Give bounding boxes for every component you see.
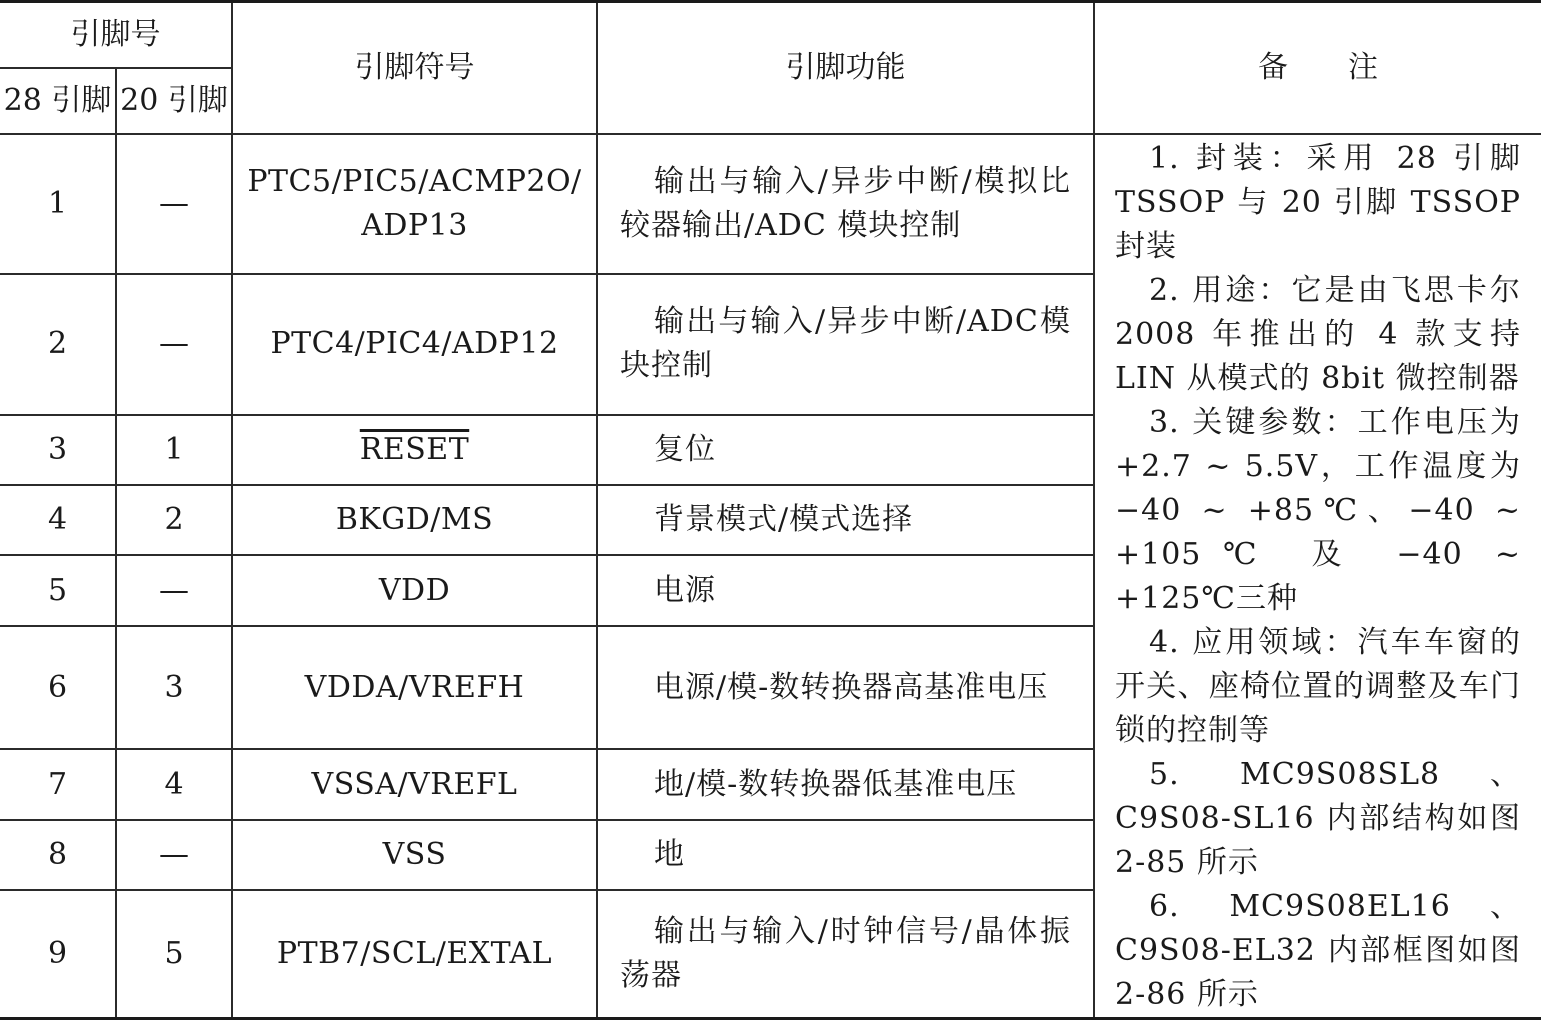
remark-item: 6. MC9S08EL16、C9S08-EL32 内部框图如图 2-86 所示 (1115, 888, 1521, 1012)
symbol-cell: VDD (232, 555, 597, 625)
pin-20-cell: — (116, 274, 232, 415)
pin-20-cell: — (116, 555, 232, 625)
pin-28-cell: 8 (0, 820, 116, 890)
symbol-cell: BKGD/MS (232, 485, 597, 555)
function-cell: 输出与输入/异步中断/模拟比较器输出/ADC 模块控制 (597, 134, 1094, 275)
function-cell: 地/模-数转换器低基准电压 (597, 749, 1094, 819)
function-cell: 输出与输入/时钟信号/晶体振荡器 (597, 890, 1094, 1018)
pin-20-cell: — (116, 820, 232, 890)
remark-item: 1. 封装：采用 28 引脚 TSSOP 与 20 引脚 TSSOP 封装 (1115, 140, 1521, 264)
header-pin-20: 20 引脚 (116, 68, 232, 134)
pin-28-cell: 7 (0, 749, 116, 819)
pin-20-cell: 3 (116, 626, 232, 750)
remark-item: 2. 用途：它是由飞思卡尔 2008 年推出的 4 款支持 LIN 从模式的 8bit 微控制器 (1115, 272, 1521, 396)
function-cell: 复位 (597, 415, 1094, 485)
remark-item: 4. 应用领域：汽车车窗的开关、座椅位置的调整及车门锁的控制等 (1115, 624, 1521, 748)
function-cell: 电源/模-数转换器高基准电压 (597, 626, 1094, 750)
table-row (0, 134, 1541, 275)
symbol-cell: VSS (232, 820, 597, 890)
pin-28-cell: 1 (0, 134, 116, 275)
header-function: 引脚功能 (597, 2, 1094, 134)
pin-28-cell: 4 (0, 485, 116, 555)
symbol-cell: PTC5/PIC5/ACMP2O/ ADP13 (232, 134, 597, 275)
function-cell: 地 (597, 820, 1094, 890)
reset-overline-symbol: RESET (359, 431, 470, 467)
pin-28-cell: 3 (0, 415, 116, 485)
pin-20-cell: 4 (116, 749, 232, 819)
symbol-cell: VDDA/VREFH (232, 626, 597, 750)
symbol-cell (232, 415, 597, 485)
function-cell: 电源 (597, 555, 1094, 625)
header-symbol: 引脚符号 (232, 2, 597, 134)
symbol-cell: PTB7/SCL/EXTAL (232, 890, 597, 1018)
pin-28-cell: 2 (0, 274, 116, 415)
pin-28-cell: 5 (0, 555, 116, 625)
pin-20-cell: 2 (116, 485, 232, 555)
function-cell: 输出与输入/异步中断/ADC模块控制 (597, 274, 1094, 415)
pin-28-cell: 6 (0, 626, 116, 750)
remark-item: 5. MC9S08SL8、C9S08-SL16 内部结构如图 2-85 所示 (1115, 756, 1521, 880)
pin-20-cell: 5 (116, 890, 232, 1018)
header-remarks: 备 注 (1094, 2, 1541, 134)
pin-20-cell: 1 (116, 415, 232, 485)
function-cell: 背景模式/模式选择 (597, 485, 1094, 555)
pin-28-cell: 9 (0, 890, 116, 1018)
symbol-cell: VSSA/VREFL (232, 749, 597, 819)
remark-item: 3. 关键参数：工作电压为 +2.7 ~ 5.5V，工作温度为 −40 ~ +85℃、−40 ~ +105℃ 及 −40 ~ +125℃三种 (1115, 404, 1521, 616)
symbol-cell: PTC4/PIC4/ADP12 (232, 274, 597, 415)
remarks-cell (1094, 134, 1541, 1019)
header-pin-28: 28 引脚 (0, 68, 116, 134)
header-pin-no: 引脚号 (0, 2, 232, 68)
pin-20-cell: — (116, 134, 232, 275)
